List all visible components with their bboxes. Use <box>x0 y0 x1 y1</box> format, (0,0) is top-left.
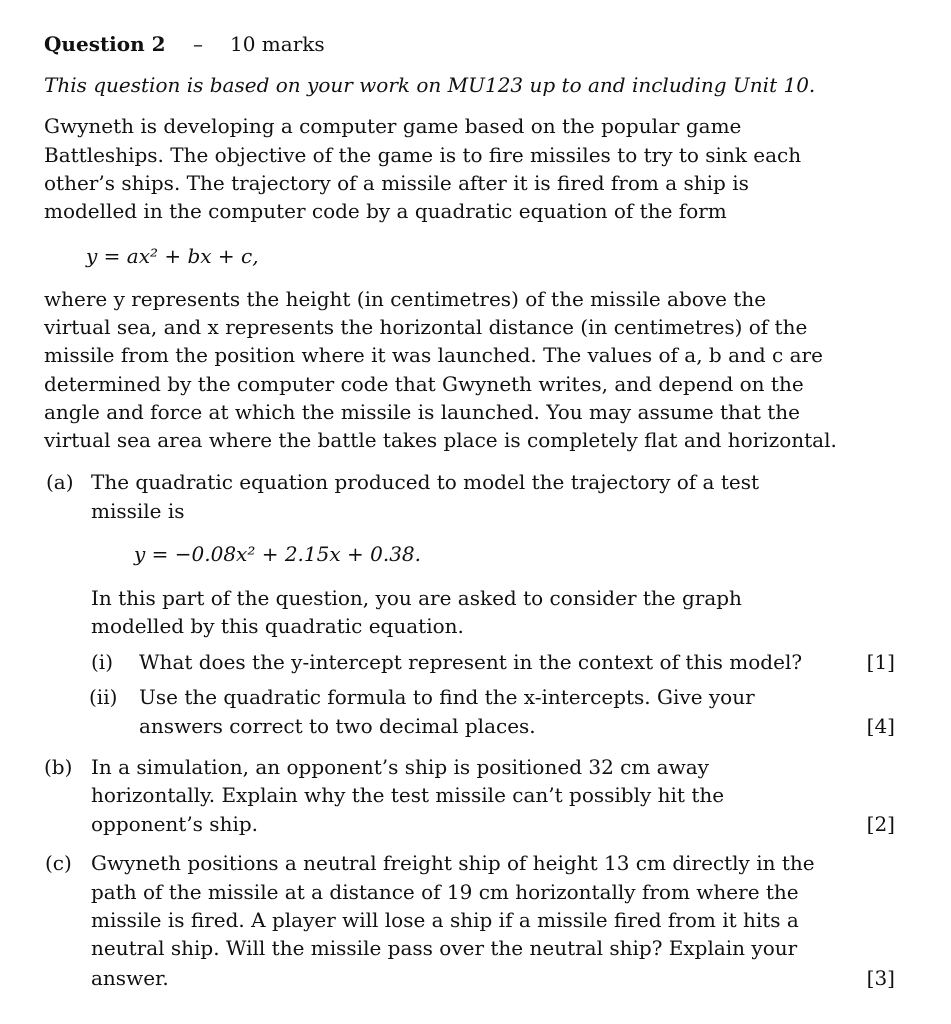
part-b-marks: [2] <box>866 812 895 836</box>
part-a-i-label: (i) <box>91 650 114 674</box>
part-a-i-text: What does the y-intercept represent in the context of this model? <box>139 650 803 674</box>
intro-note: This question is based on your work on MU123 up to and including Unit 10. <box>44 73 816 97</box>
part-a-equation: y = −0.08x² + 2.15x + 0.38. <box>134 542 422 566</box>
para1-line: modelled in the computer code by a quadratic equation of the form <box>44 199 727 223</box>
title-dash: – <box>193 32 203 56</box>
part-c-text: neutral ship. Will the missile pass over the neutral ship? Explain your <box>91 936 798 960</box>
part-a-text: modelled by this quadratic equation. <box>91 614 464 638</box>
para1-line: other’s ships. The trajectory of a missile after it is fired from a ship is <box>44 171 749 195</box>
part-b-text: In a simulation, an opponent’s ship is positioned 32 cm away <box>91 755 709 779</box>
para2-line: virtual sea, and x represents the horizontal distance (in centimetres) of the <box>44 315 808 339</box>
general-equation: y = ax² + bx + c, <box>86 244 259 268</box>
para2-line: missile from the position where it was launched. The values of a, b and c are <box>44 343 823 367</box>
para2-line: virtual sea area where the battle takes place is completely flat and horizontal. <box>44 428 837 452</box>
total-marks: 10 marks <box>230 32 325 56</box>
part-a-ii-text: answers correct to two decimal places. <box>139 714 536 738</box>
part-a-ii-label: (ii) <box>89 685 118 709</box>
para1-line: Gwyneth is developing a computer game based on the popular game <box>44 114 742 138</box>
part-c-text: missile is fired. A player will lose a ship if a missile fired from it hits a <box>91 908 799 932</box>
para1-line: Battleships. The objective of the game is to fire missiles to try to sink each <box>44 143 802 167</box>
part-c-text: Gwyneth positions a neutral freight ship of height 13 cm directly in the <box>91 851 815 875</box>
part-a-ii-text: Use the quadratic formula to find the x-intercepts. Give your <box>139 685 755 709</box>
part-a-label: (a) <box>46 470 74 494</box>
part-a-ii-marks: [4] <box>866 714 895 738</box>
para2-line: determined by the computer code that Gwyneth writes, and depend on the <box>44 372 804 396</box>
para2-line: angle and force at which the missile is launched. You may assume that the <box>44 400 801 424</box>
part-a-text: The quadratic equation produced to model the trajectory of a test <box>91 470 759 494</box>
part-a-text: missile is <box>91 499 185 523</box>
part-c-text: path of the missile at a distance of 19 cm horizontally from where the <box>91 880 799 904</box>
part-c-text: answer. <box>91 966 169 990</box>
part-b-text: horizontally. Explain why the test missile can’t possibly hit the <box>91 783 725 807</box>
part-b-label: (b) <box>44 755 73 779</box>
question-title: Question 2 <box>44 32 166 56</box>
para2-line: where y represents the height (in centimetres) of the missile above the <box>44 287 767 311</box>
part-a-text: In this part of the question, you are asked to consider the graph <box>91 586 742 610</box>
part-c-label: (c) <box>45 851 72 875</box>
part-a-i-marks: [1] <box>866 650 895 674</box>
part-b-text: opponent’s ship. <box>91 812 259 836</box>
part-c-marks: [3] <box>866 966 895 990</box>
